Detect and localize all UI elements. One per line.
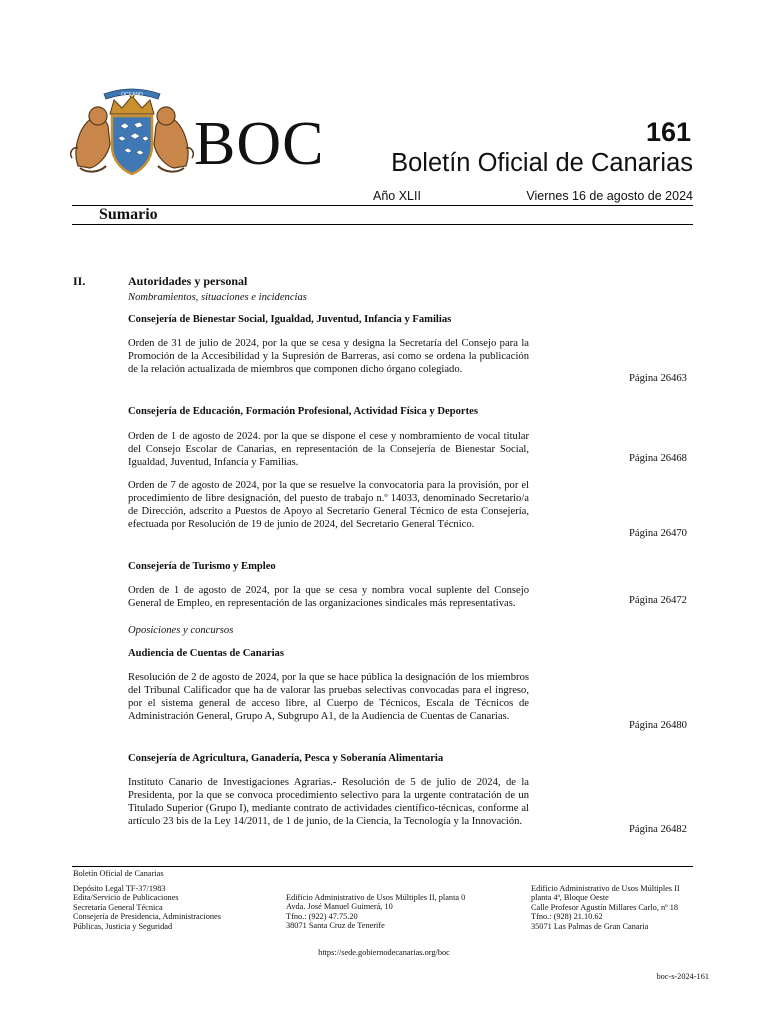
page-reference-link[interactable]: Página 26482 [629, 824, 687, 835]
subsection-oposiciones: Oposiciones y concursos [128, 625, 234, 636]
entry-text: Orden de 1 de agosto de 2024, por la que se cesa y nombra vocal suplente del Consejo General de Empleo, en representación de las organizaciones sindicales más representativas. [128, 585, 529, 609]
footer-line: Públicas, Justicia y Seguridad [73, 921, 173, 931]
page-reference-link[interactable]: Página 26463 [629, 373, 687, 384]
footer-line: Edificio Administrativo de Usos Múltiples II [531, 884, 680, 893]
entry-text: Orden de 7 de agosto de 2024, por la que se resuelve la convocatoria para la provisión, por el procedimiento de libre designación, del puesto de trabajo n.º 14033, denominado Secretario/a de Dirección, adscrito a Puestos de Apoyo al Secretario General Técnico de esta Consejería, efectuada por Resolución de 19 de junio de 2024, del Secretario General Técnico. [128, 480, 529, 530]
boc-logo-text: BOC [194, 110, 325, 178]
subsection-nombramientos: Nombramientos, situaciones e incidencias [128, 292, 307, 303]
page-reference-link[interactable]: Página 26468 [629, 453, 687, 464]
section-title-sumario: Sumario [99, 206, 158, 223]
footer-line: Secretaría General Técnica [73, 902, 163, 912]
document-id: boc-s-2024-161 [656, 972, 709, 981]
entry-text: Orden de 31 de julio de 2024, por la que se cesa y designa la Secretaría del Consejo para la Promoción de la Accesibilidad y la Supresión de Barreras, así como se ordena la publicación de la relación actualizada de miembros que componen dicho órgano colegiado. [128, 338, 529, 375]
lion-right-icon [154, 107, 193, 172]
section-number: II. [73, 274, 86, 288]
footer-line: Tfno.: (922) 47.75.20 [286, 911, 358, 921]
footer-line: Edificio Administrativo de Usos Múltiples II, planta 0 [286, 893, 466, 902]
footer-line: Tfno.: (928) 21.10.62 [531, 912, 603, 922]
header-rule-top [72, 205, 693, 206]
department-heading: Consejería de Turismo y Empleo [128, 561, 276, 572]
footer-line: planta 4ª, Bloque Oeste [531, 893, 609, 903]
department-heading: Consejería de Educación, Formación Profesional, Actividad Física y Deportes [128, 406, 478, 417]
footer-column-publisher [73, 884, 221, 931]
footer-column-laspalmas [531, 884, 680, 931]
footer-line: Depósito Legal TF-37/1983 [73, 884, 166, 893]
footer-line: Avda. José Manuel Guimerá, 10 [286, 902, 393, 912]
publication-title: Boletín Oficial de Canarias [391, 149, 693, 177]
department-heading: Consejería de Bienestar Social, Igualdad, Juventud, Infancia y Familias [128, 314, 452, 325]
page-reference-link[interactable]: Página 26472 [629, 595, 687, 606]
footer-line: Consejería de Presidencia, Administraciones [73, 912, 221, 922]
crest-ribbon-label: OCEANO [121, 92, 143, 98]
page-reference-link[interactable]: Página 26480 [629, 720, 687, 731]
department-heading: Consejería de Agricultura, Ganadería, Pesca y Soberanía Alimentaria [128, 753, 444, 764]
entry-text: Instituto Canario de Investigaciones Agrarias.- Resolución de 5 de julio de 2024, de la Presidenta, por la que se convoca procedimiento selectivo para la urgente contratación de un Titulado Superior (Grupo I), mediante contrato de actividades científico-técnicas, conforme al artículo 23 bis de la Ley 14/2011, de 1 de junio, de la Ciencia, la Tecnología y la Innovación. [128, 777, 529, 827]
footer-url-link[interactable]: https://sede.gobiernodecanarias.org/boc [318, 948, 450, 957]
issue-date: Viernes 16 de agosto de 2024 [526, 189, 693, 203]
footer-line: 38071 Santa Cruz de Tenerife [286, 921, 385, 931]
footer-line: Edita/Servicio de Publicaciones [73, 893, 179, 903]
page-reference-link[interactable]: Página 26470 [629, 528, 687, 539]
year-label: Año XLII [373, 189, 421, 203]
department-heading: Audiencia de Cuentas de Canarias [128, 648, 284, 659]
lion-left-icon [71, 107, 110, 172]
entry-text: Resolución de 2 de agosto de 2024, por la que se hace pública la designación de los miembros del Tribunal Calificador que ha de valorar las pruebas selectivas convocadas para el ingreso, por el sistema general de acceso libre, al Cuerpo de Técnicos, Escala de Técnicos de Administración General, Grupo A, Subgrupo A1, de la Audiencia de Cuentas de Canarias. [128, 672, 529, 722]
section-heading: Autoridades y personal [128, 274, 248, 288]
footer-title: Boletín Oficial de Canarias [73, 869, 164, 878]
footer-line: 35071 Las Palmas de Gran Canaria [531, 921, 649, 931]
header-rule-bottom [72, 224, 693, 225]
issue-number: 161 [645, 117, 691, 147]
entry-text: Orden de 1 de agosto de 2024. por la que se dispone el cese y nombramiento de vocal titular del Consejo Escolar de Canarias, en representación de la Consejería de Bienestar Social, Igualdad, Juventud, Infancia y Familias. [128, 431, 529, 468]
footer-rule [72, 866, 693, 867]
footer-column-tenerife [286, 893, 465, 931]
footer-line: Calle Profesor Agustín Millares Carlo, nº 18 [531, 902, 679, 912]
crest-logo [70, 86, 194, 178]
